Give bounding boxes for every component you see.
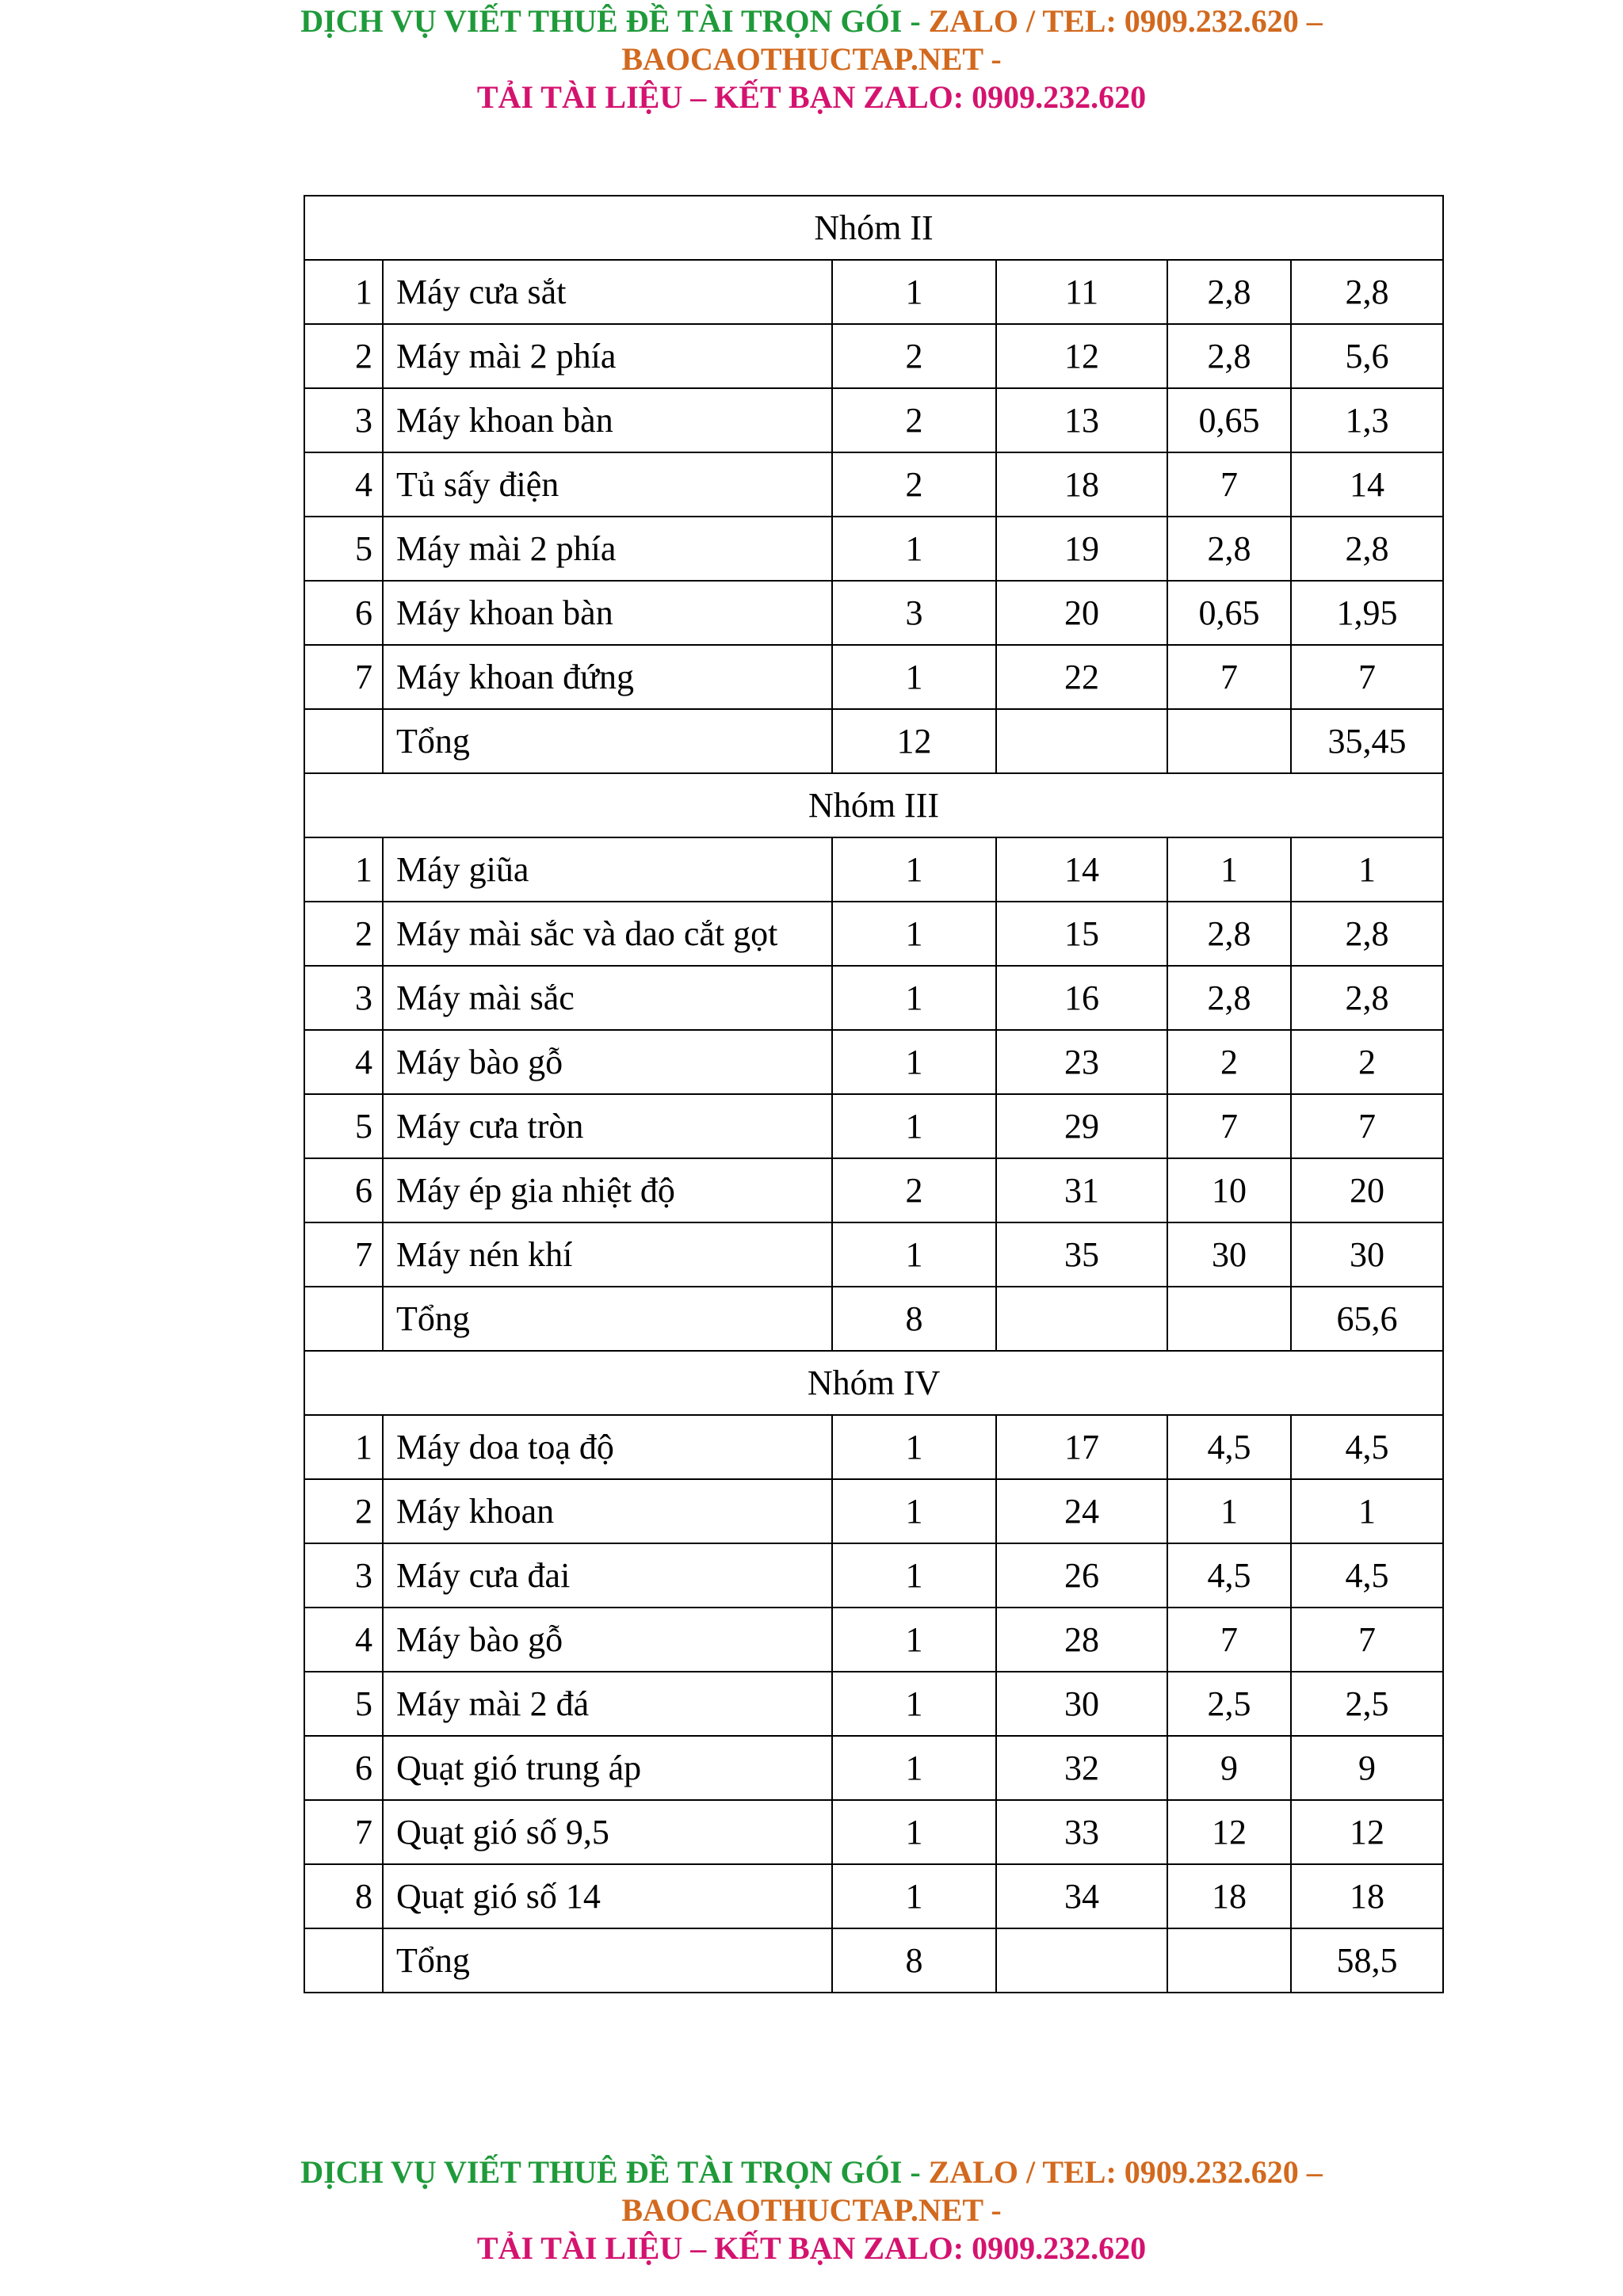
quantity-cell: 1 (832, 1608, 996, 1672)
row-index-cell: 4 (304, 452, 383, 517)
group-header-row (304, 196, 1443, 260)
equipment-name-cell: Máy ép gia nhiệt độ (383, 1158, 832, 1222)
total-power-cell: 2,8 (1291, 260, 1443, 324)
symbol-number-cell (996, 709, 1167, 773)
total-power-cell: 12 (1291, 1800, 1443, 1864)
total-label-cell: Tổng (383, 1287, 832, 1351)
row-index-cell: 5 (304, 1094, 383, 1158)
group-total-row (304, 1287, 1443, 1351)
row-index-cell: 3 (304, 966, 383, 1030)
symbol-number-cell: 20 (996, 581, 1167, 645)
table-row (304, 1222, 1443, 1287)
banner-download-text: TẢI TÀI LIỆU – KẾT BẠN ZALO: 0909.232.620 (476, 2230, 1147, 2266)
equipment-name-cell: Quạt gió số 14 (383, 1864, 832, 1928)
symbol-number-cell: 11 (996, 260, 1167, 324)
total-power-cell: 2,8 (1291, 966, 1443, 1030)
group-title: Nhóm II (304, 196, 1443, 260)
equipment-name-cell: Máy mài sắc và dao cắt gọt (383, 902, 832, 966)
equipment-name-cell: Máy bào gỗ (383, 1030, 832, 1094)
table-row (304, 517, 1443, 581)
row-index-cell: 1 (304, 1415, 383, 1479)
table-row (304, 1158, 1443, 1222)
total-power-cell: 4,5 (1291, 1543, 1443, 1608)
equipment-name-cell: Máy khoan đứng (383, 645, 832, 709)
row-index-cell: 6 (304, 1158, 383, 1222)
table-row (304, 1415, 1443, 1479)
symbol-number-cell: 23 (996, 1030, 1167, 1094)
symbol-number-cell: 14 (996, 837, 1167, 902)
table-row (304, 837, 1443, 902)
banner-site-text: BAOCAOTHUCTAP.NET - (621, 41, 1002, 77)
table-row (304, 1543, 1443, 1608)
symbol-number-cell (996, 1287, 1167, 1351)
group-total-row (304, 709, 1443, 773)
banner-contact-text: ZALO / TEL: 0909.232.620 – (920, 3, 1323, 39)
equipment-name-cell: Máy khoan bàn (383, 388, 832, 452)
quantity-cell: 1 (832, 1030, 996, 1094)
row-index-cell (304, 1287, 383, 1351)
symbol-number-cell: 30 (996, 1672, 1167, 1736)
total-quantity-cell: 8 (832, 1928, 996, 1993)
equipment-name-cell: Máy mài 2 phía (383, 324, 832, 388)
table-row (304, 324, 1443, 388)
banner-download-text: TẢI TÀI LIỆU – KẾT BẠN ZALO: 0909.232.620 (476, 79, 1147, 115)
symbol-number-cell: 34 (996, 1864, 1167, 1928)
total-label-cell: Tổng (383, 709, 832, 773)
total-power-cell: 18 (1291, 1864, 1443, 1928)
total-power-cell: 1,95 (1291, 581, 1443, 645)
group-title: Nhóm III (304, 773, 1443, 837)
total-power-cell: 9 (1291, 1736, 1443, 1800)
header-banner (0, 2, 1623, 116)
equipment-name-cell: Máy mài sắc (383, 966, 832, 1030)
power-cell (1167, 709, 1291, 773)
symbol-number-cell: 17 (996, 1415, 1167, 1479)
total-power-cell: 7 (1291, 1608, 1443, 1672)
quantity-cell: 1 (832, 645, 996, 709)
quantity-cell: 2 (832, 388, 996, 452)
table-body (304, 196, 1443, 1993)
power-cell: 2,8 (1167, 324, 1291, 388)
equipment-name-cell: Máy cưa sắt (383, 260, 832, 324)
table-row (304, 1094, 1443, 1158)
total-power-cell: 5,6 (1291, 324, 1443, 388)
equipment-name-cell: Máy khoan bàn (383, 581, 832, 645)
quantity-cell: 1 (832, 1543, 996, 1608)
group-header-row (304, 773, 1443, 837)
row-index-cell: 3 (304, 1543, 383, 1608)
group-total-row (304, 1928, 1443, 1993)
total-power-cell: 2 (1291, 1030, 1443, 1094)
quantity-cell: 2 (832, 324, 996, 388)
symbol-number-cell: 24 (996, 1479, 1167, 1543)
power-cell: 7 (1167, 645, 1291, 709)
equipment-name-cell: Máy cưa đai (383, 1543, 832, 1608)
equipment-name-cell: Máy bào gỗ (383, 1608, 832, 1672)
row-index-cell: 8 (304, 1864, 383, 1928)
banner-contact-text: ZALO / TEL: 0909.232.620 – (920, 2154, 1323, 2190)
power-cell: 7 (1167, 452, 1291, 517)
row-index-cell: 1 (304, 260, 383, 324)
table-row (304, 1608, 1443, 1672)
table-row (304, 388, 1443, 452)
banner-service-text: DỊCH VỤ VIẾT THUÊ ĐỀ TÀI TRỌN GÓI - (300, 2154, 921, 2190)
equipment-name-cell: Quạt gió trung áp (383, 1736, 832, 1800)
quantity-cell: 1 (832, 1094, 996, 1158)
symbol-number-cell: 35 (996, 1222, 1167, 1287)
symbol-number-cell: 29 (996, 1094, 1167, 1158)
row-index-cell: 4 (304, 1608, 383, 1672)
row-index-cell (304, 1928, 383, 1993)
row-index-cell: 4 (304, 1030, 383, 1094)
table-row (304, 1672, 1443, 1736)
quantity-cell: 1 (832, 1800, 996, 1864)
banner-line-1 (0, 2, 1623, 40)
group-header-row (304, 1351, 1443, 1415)
row-index-cell: 2 (304, 324, 383, 388)
symbol-number-cell: 16 (996, 966, 1167, 1030)
power-cell: 30 (1167, 1222, 1291, 1287)
equipment-name-cell: Máy doa toạ độ (383, 1415, 832, 1479)
table-row (304, 581, 1443, 645)
banner-service-text: DỊCH VỤ VIẾT THUÊ ĐỀ TÀI TRỌN GÓI - (300, 3, 921, 39)
symbol-number-cell: 32 (996, 1736, 1167, 1800)
group-total-power-cell: 35,45 (1291, 709, 1443, 773)
equipment-table (304, 195, 1444, 1993)
equipment-name-cell: Máy mài 2 đá (383, 1672, 832, 1736)
equipment-name-cell: Máy khoan (383, 1479, 832, 1543)
group-total-power-cell: 58,5 (1291, 1928, 1443, 1993)
table-row (304, 1800, 1443, 1864)
total-power-cell: 2,8 (1291, 902, 1443, 966)
table-row (304, 452, 1443, 517)
quantity-cell: 1 (832, 517, 996, 581)
footer-banner (0, 2153, 1623, 2267)
power-cell: 2,5 (1167, 1672, 1291, 1736)
power-cell: 7 (1167, 1094, 1291, 1158)
power-cell: 2 (1167, 1030, 1291, 1094)
equipment-name-cell: Máy nén khí (383, 1222, 832, 1287)
row-index-cell: 6 (304, 581, 383, 645)
symbol-number-cell: 33 (996, 1800, 1167, 1864)
symbol-number-cell: 12 (996, 324, 1167, 388)
power-cell: 4,5 (1167, 1543, 1291, 1608)
equipment-name-cell: Tủ sấy điện (383, 452, 832, 517)
power-cell: 2,8 (1167, 902, 1291, 966)
row-index-cell: 7 (304, 1222, 383, 1287)
total-label-cell: Tổng (383, 1928, 832, 1993)
power-cell: 1 (1167, 837, 1291, 902)
row-index-cell: 1 (304, 837, 383, 902)
group-title: Nhóm IV (304, 1351, 1443, 1415)
total-power-cell: 4,5 (1291, 1415, 1443, 1479)
quantity-cell: 1 (832, 966, 996, 1030)
quantity-cell: 1 (832, 837, 996, 902)
row-index-cell (304, 709, 383, 773)
power-cell: 0,65 (1167, 581, 1291, 645)
total-power-cell: 20 (1291, 1158, 1443, 1222)
quantity-cell: 3 (832, 581, 996, 645)
quantity-cell: 2 (832, 452, 996, 517)
power-cell: 2,8 (1167, 966, 1291, 1030)
power-cell: 4,5 (1167, 1415, 1291, 1479)
power-cell: 1 (1167, 1479, 1291, 1543)
symbol-number-cell: 31 (996, 1158, 1167, 1222)
equipment-name-cell: Máy giũa (383, 837, 832, 902)
quantity-cell: 1 (832, 1864, 996, 1928)
table-row (304, 1479, 1443, 1543)
banner-line-1 (0, 2153, 1623, 2191)
power-cell: 0,65 (1167, 388, 1291, 452)
symbol-number-cell: 22 (996, 645, 1167, 709)
row-index-cell: 7 (304, 645, 383, 709)
symbol-number-cell: 26 (996, 1543, 1167, 1608)
total-power-cell: 1,3 (1291, 388, 1443, 452)
power-cell: 10 (1167, 1158, 1291, 1222)
quantity-cell: 1 (832, 1479, 996, 1543)
power-cell: 9 (1167, 1736, 1291, 1800)
equipment-name-cell: Quạt gió số 9,5 (383, 1800, 832, 1864)
table-row (304, 1736, 1443, 1800)
symbol-number-cell: 13 (996, 388, 1167, 452)
total-power-cell: 2,5 (1291, 1672, 1443, 1736)
row-index-cell: 2 (304, 902, 383, 966)
quantity-cell: 1 (832, 1672, 996, 1736)
symbol-number-cell: 19 (996, 517, 1167, 581)
quantity-cell: 1 (832, 1415, 996, 1479)
row-index-cell: 3 (304, 388, 383, 452)
total-power-cell: 2,8 (1291, 517, 1443, 581)
total-quantity-cell: 12 (832, 709, 996, 773)
total-quantity-cell: 8 (832, 1287, 996, 1351)
quantity-cell: 2 (832, 1158, 996, 1222)
quantity-cell: 1 (832, 1736, 996, 1800)
power-cell: 18 (1167, 1864, 1291, 1928)
row-index-cell: 2 (304, 1479, 383, 1543)
table-row (304, 645, 1443, 709)
row-index-cell: 5 (304, 517, 383, 581)
table-row (304, 260, 1443, 324)
quantity-cell: 1 (832, 902, 996, 966)
group-total-power-cell: 65,6 (1291, 1287, 1443, 1351)
banner-site-text: BAOCAOTHUCTAP.NET - (621, 2192, 1002, 2228)
power-cell (1167, 1287, 1291, 1351)
symbol-number-cell: 28 (996, 1608, 1167, 1672)
power-cell: 12 (1167, 1800, 1291, 1864)
equipment-name-cell: Máy mài 2 phía (383, 517, 832, 581)
power-cell: 2,8 (1167, 517, 1291, 581)
total-power-cell: 1 (1291, 1479, 1443, 1543)
power-cell (1167, 1928, 1291, 1993)
symbol-number-cell: 15 (996, 902, 1167, 966)
total-power-cell: 1 (1291, 837, 1443, 902)
row-index-cell: 5 (304, 1672, 383, 1736)
table-row (304, 902, 1443, 966)
row-index-cell: 6 (304, 1736, 383, 1800)
row-index-cell: 7 (304, 1800, 383, 1864)
equipment-name-cell: Máy cưa tròn (383, 1094, 832, 1158)
symbol-number-cell: 18 (996, 452, 1167, 517)
table-row (304, 1864, 1443, 1928)
total-power-cell: 7 (1291, 645, 1443, 709)
total-power-cell: 14 (1291, 452, 1443, 517)
table-row (304, 966, 1443, 1030)
quantity-cell: 1 (832, 260, 996, 324)
quantity-cell: 1 (832, 1222, 996, 1287)
total-power-cell: 30 (1291, 1222, 1443, 1287)
total-power-cell: 7 (1291, 1094, 1443, 1158)
power-cell: 2,8 (1167, 260, 1291, 324)
power-cell: 7 (1167, 1608, 1291, 1672)
table-row (304, 1030, 1443, 1094)
symbol-number-cell (996, 1928, 1167, 1993)
